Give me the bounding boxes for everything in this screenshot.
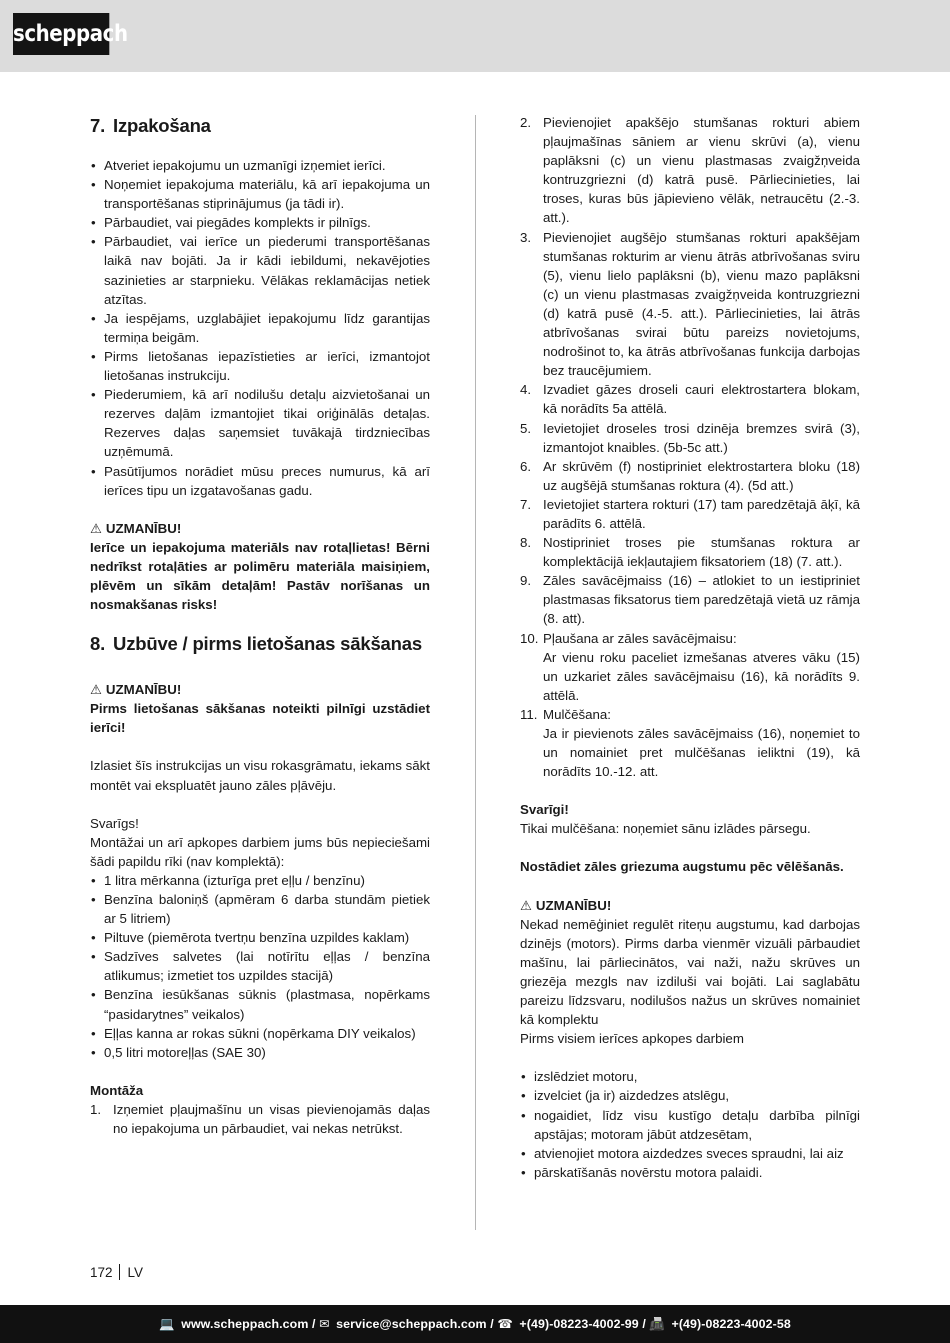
section-7-number: 7. (90, 115, 106, 136)
list-item: • izslēdziet motoru, (520, 1067, 860, 1086)
intro-paragraph: Izlasiet šīs instrukcijas un visu rokasgrāmatu, iekams sākt montēt vai ekspluatēt jauno zāles pļāvēju. (90, 758, 430, 793)
brand-logo: scheppach (13, 13, 109, 55)
list-item: • Eļļas kanna ar rokas sūkni (nopērkama DIY veikalos) (90, 1024, 430, 1043)
step-heading: Mulčēšana: (543, 706, 611, 722)
list-item: • Piltuve (piemērota tvertņu benzīna uzpildes kaklam) (90, 928, 430, 947)
step-heading: Pļaušana ar zāles savācējmaisu: (543, 630, 737, 646)
tools-intro: Montāžai un arī apkopes darbiem jums būs nepieciešami šādi papildu rīki (nav komplektā): (90, 834, 430, 869)
section-7-heading: Izpakošana (113, 115, 211, 136)
list-item: • Pirms lietošanas iepazīstieties ar ierīci, izmantojot lietošanas instrukciju. (90, 347, 430, 385)
warning-text: Nekad nemēģiniet regulēt riteņu augstumu, kad darbojas dzinējs (motors). Pirms darba vienmēr vizuāli pārbaudiet mašīnu, lai pārliecinātos, vai naži, nažu skrūves un griezēja mezgls nav izdiluši vai bojāti. Lai saglabātu pareizu līdzsvaru, nodilušos nažus un skrūves nomainiet kā komplektu (520, 916, 860, 1028)
computer-icon: 💻 (159, 1317, 175, 1331)
phone-number[interactable]: +(49)-08223-4002-99 (519, 1317, 639, 1331)
list-item (520, 495, 860, 533)
list-item (520, 419, 860, 457)
warning-heading (520, 896, 860, 915)
list-item: • 0,5 litri motoreļļas (SAE 30) (90, 1043, 430, 1062)
step-text: Ar skrūvēm (f) nostipriniet elektrostartera bloku (18) uz augšējā stumšanas roktura (4). (5d att.) (543, 458, 860, 493)
step-number: 1. (90, 1101, 102, 1117)
section-7-title (90, 113, 430, 143)
list-item (520, 113, 860, 228)
warning-title: UZMANĪBU! (535, 897, 612, 913)
important-label: Svarīgi! (520, 802, 569, 818)
step-number: 8. (520, 535, 532, 551)
warning-heading (90, 519, 430, 538)
language-code: LV (127, 1265, 144, 1280)
before-maintenance: Pirms visiem ierīces apkopes darbiem (520, 1031, 744, 1047)
important-label: Svarīgs! (90, 815, 139, 831)
step-text: Ievietojiet startera rokturi (17) tam paredzētajā āķī, kā parādīts 6. attēlā. (543, 496, 860, 531)
list-item: • Atveriet iepakojumu un uzmanīgi izņemiet ierīci. (90, 156, 430, 175)
list-item: • izvelciet (ja ir) aizdedzes atslēgu, (520, 1086, 860, 1105)
website-link[interactable]: www.scheppach.com (181, 1317, 309, 1331)
page-number (90, 1264, 143, 1280)
unpacking-list (90, 156, 430, 500)
step-number: 2. (520, 115, 532, 130)
step-text: Pievienojiet apakšējo stumšanas rokturi abiem pļaujmašīnas sāniem ar vienu skrūvi (a), vienu paplāksni (c) un vienu plastmasas zvaigžņveida kontruzgriezni (d) katrā pusē. Pārliecinieties, lai troses, kuras būs jāpievieno vēlāk, netraucētu (2.-3. att.). (543, 115, 860, 226)
step-number: 10. (520, 630, 539, 646)
fax-number: +(49)-08223-4002-58 (671, 1317, 791, 1331)
list-item: • Ja iespējams, uzglabājiet iepakojumu līdz garantijas termiņa beigām. (90, 309, 430, 347)
step-number: 11. (520, 706, 538, 722)
warning-icon: ⚠ (90, 682, 102, 698)
step-text: Pievienojiet augšējo stumšanas rokturi apakšējam stumšanas rokturim ar vienu ātrās atbrīvošanas sviru (5), vienu lielo paplāksni (b), vienu mazo paplāksni (c) un vienu plastmasas zvaigžņveida kontruzgriezni (d) katrā pusē (4.-5. att.). Pārliecinieties, lai ātrās atbrīvošanas svirai būtu pareizs novietojums, nodrošinot to, ka ātrās atbrīvošanas funkcija darbojas bez traucējumiem. (543, 229, 860, 379)
important-text: Tikai mulčēšana: noņemiet sānu izlādes pārsegu. (520, 821, 811, 837)
page-header (0, 0, 950, 72)
list-item (520, 228, 860, 381)
column-divider (475, 115, 476, 1230)
step-number: 3. (520, 229, 532, 245)
step-number: 7. (520, 496, 532, 512)
right-column (520, 113, 860, 1182)
list-item: • Pārbaudiet, vai ierīce un piederumi transportēšanas laikā nav bojāti. Ja ir kādi iebildumi, nekavējoties sazinieties ar starpnieku. Vēlākas reklamācijas netiek atzītas. (90, 232, 430, 308)
list-item (520, 380, 860, 418)
phone-icon: ☎ (497, 1317, 513, 1331)
section-8-heading: Uzbūve / pirms lietošanas sākšanas (113, 633, 422, 655)
separator: / (312, 1317, 316, 1331)
step-text: Zāles savācējmaiss (16) – atlokiet to un iestipriniet plastmasas fiksatorus tiem paredzētajā vietā uz rāmja (8. att). (543, 573, 860, 627)
page-number-value: 172 (90, 1265, 113, 1280)
separator: / (642, 1317, 646, 1331)
page-separator (119, 1264, 120, 1280)
list-item: • Benzīna baloniņš (apmēram 6 darba stundām pietiek ar 5 litriem) (90, 890, 430, 928)
warning-icon: ⚠ (520, 897, 532, 913)
section-8-title (90, 631, 430, 661)
list-item (520, 571, 860, 628)
list-item: • Pārbaudiet, vai piegādes komplekts ir pilnīgs. (90, 213, 430, 232)
warning-title: UZMANĪBU! (105, 682, 182, 698)
list-item (520, 457, 860, 495)
separator: / (490, 1317, 494, 1331)
list-item (90, 1100, 430, 1138)
email-link[interactable]: service@scheppach.com (336, 1317, 487, 1331)
list-item: • Sadzīves salvetes (lai notīrītu eļļas / benzīna atlikumus; izmetiet tos uzpildes stacijā) (90, 947, 430, 985)
section-8-number: 8. (90, 633, 106, 655)
mail-icon: ✉ (319, 1317, 330, 1331)
list-item: • Piederumiem, kā arī nodilušu detaļu aizvietošanai un rezerves daļām izmantojiet tikai oriģinālās detaļas. Rezerves daļas saņemsiet tuvākajā tirdzniecības uzņēmumā. (90, 385, 430, 461)
cut-height-note: Nostādiet zāles griezuma augstumu pēc vēlēšanās. (520, 859, 844, 875)
step-text: Ievietojiet droseles trosi dzinēja bremzes svirā (3), izmantojot knaibles. (5b-5c att.) (543, 420, 860, 455)
warning-icon: ⚠ (90, 520, 102, 536)
warning-heading (90, 680, 430, 699)
list-item: • Noņemiet iepakojuma materiālu, kā arī iepakojuma un transportēšanas stiprinājumus (ja tādi ir). (90, 175, 430, 213)
list-item (520, 629, 860, 705)
warning-title: UZMANĪBU! (105, 520, 182, 536)
list-item: • pārskatīšanās novērstu motora palaidi. (520, 1163, 860, 1182)
list-item: • Pasūtījumos norādiet mūsu preces numurus, kā arī ierīces tipu un izgatavošanas gadu. (90, 462, 430, 500)
tools-list (90, 871, 430, 1062)
contact-footer (0, 1305, 950, 1343)
list-item (520, 705, 860, 781)
step-text: Ja ir pievienots zāles savācējmaiss (16), noņemiet to un nomainiet pret mulčēšanas ieliktni (19), kā norādīts 10.-12. att. (543, 726, 860, 780)
list-item: • Benzīna iesūkšanas sūknis (plastmasa, nopērkams “pasidarytnes” veikalos) (90, 985, 430, 1023)
assembly-title: Montāža (90, 1082, 144, 1098)
step-text: Izņemiet pļaujmašīnu un visas pievienojamās daļas no iepakojuma un pārbaudiet, vai nekas netrūkst. (113, 1101, 430, 1137)
step-text: Nostipriniet troses pie stumšanas roktura ar komplektācijā iekļautajiem fiksatoriem (18) (7. att.). (543, 535, 860, 570)
step-number: 9. (520, 573, 532, 589)
maintenance-list (520, 1067, 860, 1182)
step-number: 4. (520, 382, 532, 398)
step-number: 5. (520, 420, 532, 436)
step-number: 6. (520, 458, 532, 474)
warning-text: Ierīce un iepakojuma materiāls nav rotaļlietas! Bērni nedrīkst rotaļāties ar polimēru materiāla maisiņiem, plēvēm un sīkām detaļām! Pastāv norīšanas un nosmakšanas risks! (90, 539, 430, 613)
list-item: • atvienojiet motora aizdedzes sveces spraudni, lai aiz (520, 1144, 860, 1163)
list-item: • nogaidiet, līdz visu kustīgo detaļu darbība pilnīgi apstājas; motoram jābūt atdzesētam, (520, 1106, 860, 1144)
step-text: Ar vienu roku paceliet izmešanas atveres vāku (15) un uzkariet zāles savācējmaisu (16), kā norādīts 9. attēlā. (543, 649, 860, 703)
list-item: • 1 litra mērkanna (izturīga pret eļļu / benzīnu) (90, 871, 430, 890)
list-item (520, 533, 860, 571)
left-column (90, 113, 430, 1138)
assembly-steps-continued (520, 113, 860, 781)
assembly-steps (90, 1100, 430, 1138)
step-text: Izvadiet gāzes droseli cauri elektrostartera blokam, kā norādīts 5a attēlā. (543, 382, 860, 417)
fax-icon: 📠 (649, 1317, 665, 1331)
warning-text: Pirms lietošanas sākšanas noteikti pilnīgi uzstādiet ierīci! (90, 701, 430, 736)
